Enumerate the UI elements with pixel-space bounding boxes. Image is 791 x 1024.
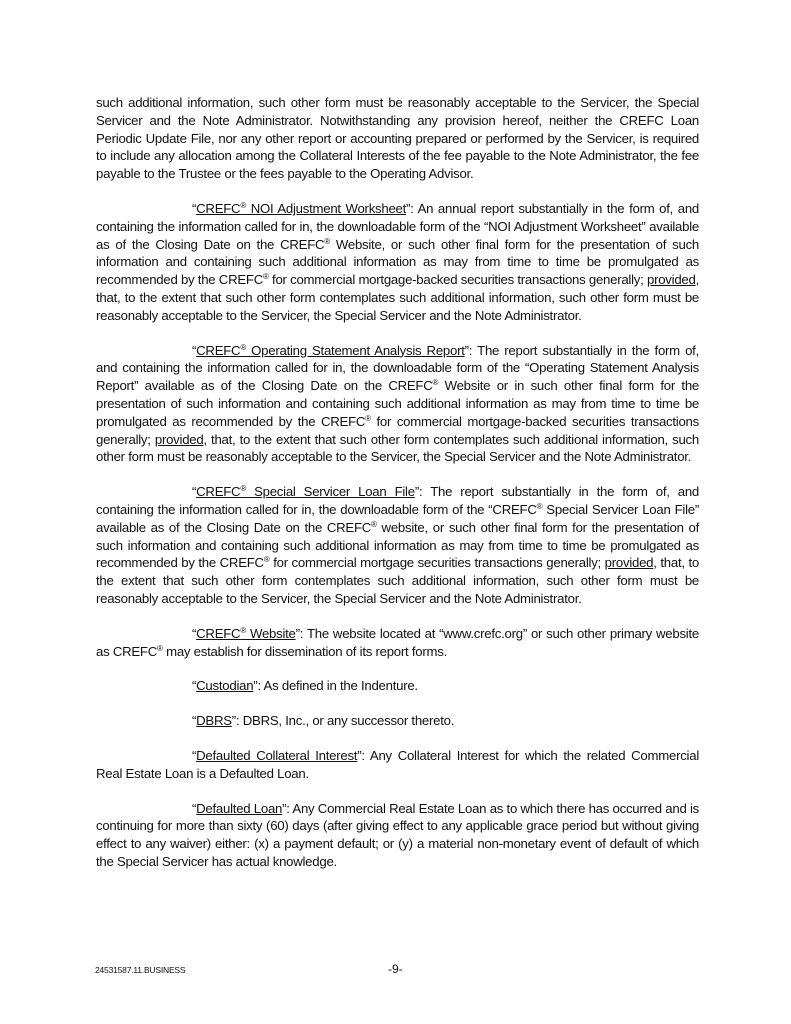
defined-term: Custodian [196,678,254,694]
provided-emphasis: provided [646,272,696,288]
definition-defaulted-loan: “Defaulted Loan”: Any Commercial Real Estate Loan as to which there has occurred and is continuing for more than sixty (60) days (after giving effect to any applicable grace period but without giving effect to any waiver) either: (x) a payment default; or (y) a material non-monetary event of default of which the Special Servicer has actual knowledge. [96,800,699,869]
defined-term: Defaulted Loan [196,800,283,816]
provided-emphasis: provided [154,431,204,447]
definition-crefc-operating-statement-analysis-report: “CREFC® Operating Statement Analysis Report”: The report substantially in the form of, and containing the information called for in, the downloadable form of the “Operating Statement Analysis Report” available as of the Closing Date on the CREFC® Website or in such other final form for the presentation of such information and containing such additional information as may from time to time be promulgated as recommended by the CREFC® for commercial mortgage-backed securities transactions generally; provided, that, to the extent that such other form contemplates such additional information, such other form must be reasonably acceptable to the Servicer, the Special Servicer and the Note Administrator. [96,342,699,465]
defined-term: CREFC® Website [196,625,296,641]
defined-term: Defaulted Collateral Interest [196,747,358,763]
definition-defaulted-collateral-interest: “Defaulted Collateral Interest”: Any Collateral Interest for which the related Commercial Real Estate Loan is a Defaulted Loan. [96,747,699,781]
defined-term: CREFC® NOI Adjustment Worksheet [196,200,407,216]
document-body [96,94,699,888]
definition-crefc-website: “CREFC® Website”: The website located at “www.crefc.org” or such other primary website as CREFC® may establish for dissemination of its report forms. [96,625,699,659]
paragraph-continuation: such additional information, such other form must be reasonably acceptable to the Servicer, the Special Servicer and the Note Administrator. Notwithstanding any provision hereof, neither the CREFC Loan Periodic Update File, nor any other report or accounting prepared or performed by the Servicer, is required to include any allocation among the Collateral Interests of the fee payable to the Note Administrator, the fee payable to the Trustee or the fees payable to the Operating Advisor. [96,95,699,182]
footer-page-number: -9- [388,962,403,976]
defined-term: CREFC® Special Servicer Loan File [196,484,415,500]
defined-term: DBRS [196,713,232,729]
definition-crefc-noi-adjustment-worksheet: “CREFC® NOI Adjustment Worksheet”: An annual report substantially in the form of, and containing the information called for in, the downloadable form of the “NOI Adjustment Worksheet” available as of the Closing Date on the CREFC® Website, or such other final form for the presentation of such information and containing such additional information as may from time to time be promulgated as recommended by the CREFC® for commercial mortgage-backed securities transactions generally; provided, that, to the extent that such other form contemplates such additional information, such other form must be reasonably acceptable to the Servicer, the Special Servicer and the Note Administrator. [96,200,699,323]
definition-custodian: “Custodian”: As defined in the Indenture. [192,678,418,694]
definition-crefc-special-servicer-loan-file: “CREFC® Special Servicer Loan File”: The report substantially in the form of, and containing the information called for in, the downloadable form of the “CREFC® Special Servicer Loan File” available as of the Closing Date on the CREFC® website, or such other final form for the presentation of such information and containing such additional information as may from time to time be promulgated as recommended by the CREFC® for commercial mortgage securities transactions generally; provided, that, to the extent that such other form contemplates such additional information, such other form must be reasonably acceptable to the Servicer, the Special Servicer and the Note Administrator. [96,484,699,606]
defined-term: CREFC® Operating Statement Analysis Report [196,342,465,358]
provided-emphasis: provided [604,555,654,571]
footer-document-id: 24531587.11.BUSINESS [95,965,186,975]
definition-dbrs: “DBRS”: DBRS, Inc., or any successor thereto. [192,713,455,729]
